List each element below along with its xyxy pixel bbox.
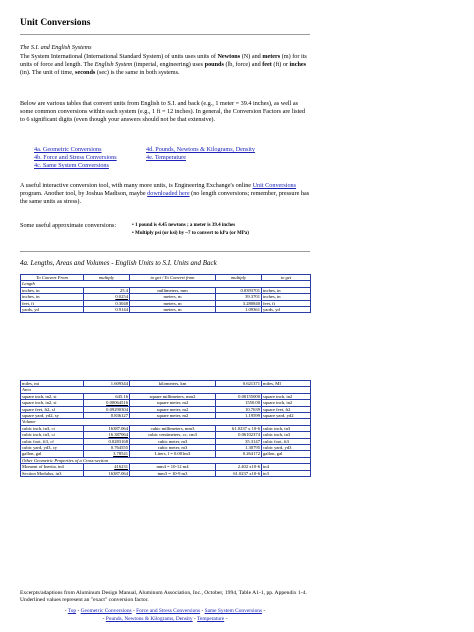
table-cell: square meter, m2 (130, 413, 216, 419)
section-divider (20, 251, 310, 252)
intro-text: (lb, force) and (223, 61, 263, 68)
table-cell: 0.0393701 (216, 287, 262, 293)
download-link[interactable]: downloaded here (147, 190, 190, 197)
header-cell: to get (262, 275, 311, 281)
table-cell: 0.9144 (84, 307, 130, 313)
table-cell: 3.280840 (216, 300, 262, 306)
approx-item: • Multiply psi (or ksi) by ~7 to convert to kPa (or MPa) (132, 230, 249, 238)
intro-english-system: English System (94, 61, 133, 68)
table-cell: cubic yard, yd3, cy (21, 445, 84, 451)
nav-top-link[interactable]: Top (67, 608, 77, 614)
table-cell: yards, yd (262, 307, 311, 313)
table-cell: square millimeters, mm2 (130, 393, 216, 399)
intro-text: (sec) is the same in both systems. (95, 69, 180, 76)
intro-newtons: Newtons (217, 53, 241, 60)
table-cell: 0.836127 (84, 413, 130, 419)
table-cell: 645.16 (84, 393, 130, 399)
section-label: Area (21, 387, 311, 393)
table-cell: in3 (262, 470, 311, 476)
header-cell: multiply (84, 275, 130, 281)
table-cell: 25.4 (84, 287, 130, 293)
table-row (21, 470, 311, 476)
table-cell: 0.00155000 (216, 393, 262, 399)
table-cell: 0.264172 (216, 451, 262, 457)
table-cell: cubic foot, ft3 (262, 438, 311, 444)
approx-item: • 1 pound is 4.45 newtons ; a meter is 39.4 inches (132, 222, 249, 230)
table-cell: 0.764555 (84, 445, 130, 451)
table-cell: 61.0237 x10-6 (216, 470, 262, 476)
table-cell: gallon, gal (262, 451, 311, 457)
table-cell: square inch, in2 (262, 400, 311, 406)
toc-link-4a[interactable]: 4a. Geometric Conversions (34, 146, 102, 153)
table-cell: inches, in (21, 287, 84, 293)
tools-text: program. Another tool, by Joshua Madison, maybe (20, 190, 148, 197)
header-cell: multiply (216, 275, 262, 281)
table-cell: cubic centimeters, cc, cm3 (130, 432, 216, 438)
table-cell: 1.609344 (84, 381, 130, 387)
intro-seconds: seconds (75, 69, 96, 76)
conversion-table-top (20, 274, 311, 313)
intro-paragraph (20, 53, 310, 77)
footnote: Excerpts/adaptions from Aluminum Design Manual, Aluminum Association, Inc., October, 1994, Table A1-1, pp. Appendix 1-4. Underlined values represent an "exact" conversion factor. (20, 590, 307, 603)
table-cell: gallon, gal (21, 451, 84, 457)
section-label: Other Geometric Properties of a Cross-section (21, 457, 311, 463)
nav-temperature-link[interactable]: Temperature (197, 616, 225, 622)
bottom-nav-2: - Pounds, Newtons & Kilograms, Density - Temperature - (102, 616, 228, 622)
table-cell: miles, mi (21, 381, 84, 387)
table-cell: cubic meter, m3 (130, 445, 216, 451)
table-cell: 3.78541 (84, 451, 130, 457)
table-cell: square inch, in2 (262, 393, 311, 399)
toc-link-4c[interactable]: 4c. Same System Conversions (34, 162, 109, 169)
intro-text: (N) and (240, 53, 263, 60)
table-cell: 16387.064 (84, 425, 130, 431)
table-cell: cubic inch, in3, ci (21, 432, 84, 438)
table-cell: cubic millimeters, mm3 (130, 425, 216, 431)
table-cell: cubic inch, in3, ci (21, 425, 84, 431)
table-cell: square yard, yd2 (262, 413, 311, 419)
intro-text: (ft) or (271, 61, 290, 68)
table-row (21, 307, 311, 313)
table-cell: mm4 = 10-12 m4 (130, 464, 216, 470)
table-cell: 0.00064516 (84, 400, 130, 406)
table-cell: square yard, yd2, sy (21, 413, 84, 419)
table-cell: 0.0254 (84, 294, 130, 300)
table-cell: 1550.00 (216, 400, 262, 406)
table-cell: square inch, in2, si (21, 393, 84, 399)
intro-inches: inches (289, 61, 307, 68)
intro-text: (in). The unit of time, (20, 69, 76, 76)
page-title: Unit Conversions (20, 18, 91, 28)
table-cell: 35.3147 (216, 438, 262, 444)
table-cell: 0.621371 (216, 381, 262, 387)
unit-conversions-link[interactable]: Unit Conversions (252, 182, 297, 189)
table-cell: yards, yd (21, 307, 84, 313)
approx-label: Some useful approximate conversions: (20, 222, 117, 229)
table-cell: in4 (262, 464, 311, 470)
toc-link-4d[interactable]: 4d. Pounds, Newtons & Kilograms, Density (146, 146, 255, 153)
table-cell: cubic foot, ft3, cf (21, 438, 84, 444)
table-cell: feet, ft (262, 300, 311, 306)
table-cell: 0.0283168 (84, 438, 130, 444)
intro-text: The System International (International Standard System) of units uses units of (20, 53, 218, 60)
table-cell: meters, m (130, 307, 216, 313)
table-cell: cubic yard, yd3 (262, 445, 311, 451)
tools-paragraph (20, 182, 310, 206)
table-cell: 16.387064 (84, 432, 130, 438)
table-cell: 61.0237 x 10-6 (216, 425, 262, 431)
table-cell: inches, in (21, 294, 84, 300)
title-divider (20, 34, 310, 35)
table-cell: meters, m (130, 300, 216, 306)
table-cell: 416231 (84, 464, 130, 470)
table-cell: millimeters, mm (130, 287, 216, 293)
nav-pounds-link[interactable]: Pounds, Newtons & Kilograms, Density (105, 616, 193, 622)
intro-feet: feet (262, 61, 272, 68)
intro-heading: The S.I. and English Systems (20, 44, 92, 51)
table-cell: miles, MI (262, 381, 311, 387)
table-cell: feet, ft (21, 300, 84, 306)
table-cell: kilometers, km (130, 381, 216, 387)
table-cell: meters, m (130, 294, 216, 300)
table-cell: square feet, ft2 (262, 406, 311, 412)
bottom-nav: - Top - Geometric Conversions - Force and Stress Conversions - Same System Conversions - (64, 608, 266, 614)
table-cell: square feet, ft2, sf (21, 406, 84, 412)
intro-text: (m) for its units of force and length. The (20, 53, 307, 68)
section-label: Volume (21, 419, 311, 425)
table-cell: inches, in (262, 294, 311, 300)
tools-text: (no length conversions; remember, pressure has the same units as stress). (20, 190, 310, 205)
table-cell: Liters, l = 0.001m3 (130, 451, 216, 457)
nav-force-link[interactable]: Force and Stress Conversions (136, 608, 201, 614)
header-cell: To Convert From (21, 275, 84, 281)
table-cell: 0.09290304 (84, 406, 130, 412)
tables-paragraph: Below are various tables that convert units from English to S.I. and back (e.g., 1 meter = 39.4 inches), as well as some common conversions within each system (e.g., 1 ft = 12 inches). In general, the Conversion Factors are listed to 6 significant digits (even though your answers should not be that extensive). (20, 100, 306, 123)
table-cell: 1.30795 (216, 445, 262, 451)
toc-link-4b[interactable]: 4b. Force and Stress Conversions (34, 154, 117, 161)
table-cell: cubic inch, in3 (262, 425, 311, 431)
section-label: Length (21, 281, 311, 287)
table-cell: inches, in (262, 287, 311, 293)
tools-text: A useful interactive conversion tool, with many more units, is Engineering Exchange's online (20, 182, 253, 189)
table-cell: 39.3701 (216, 294, 262, 300)
nav-geometric-link[interactable]: Geometric Conversions (80, 608, 132, 614)
table-cell: 2.402 x10-6 (216, 464, 262, 470)
nav-same-system-link[interactable]: Same System Conversions (204, 608, 263, 614)
table-cell: Section Modulus, in3 (21, 470, 84, 476)
toc-link-4e[interactable]: 4e. Temperature (146, 154, 186, 161)
header-cell: to get / To Convert from (130, 275, 216, 281)
table-cell: 1.09361 (216, 307, 262, 313)
table-cell: Moment of Inertia, in4 (21, 464, 84, 470)
table-cell: 16387.064 (84, 470, 130, 476)
table-cell: 1.19599 (216, 413, 262, 419)
table-cell: 10.7639 (216, 406, 262, 412)
table-cell: 0.3048 (84, 300, 130, 306)
table-cell: square meter, m2 (130, 406, 216, 412)
intro-text: (imperial, engineering) uses (132, 61, 205, 68)
table-cell: cubic inch, in3 (262, 432, 311, 438)
conversion-table-bottom (20, 380, 311, 477)
table-cell: square inch, in2, si (21, 400, 84, 406)
table-cell: mm3 = 10-9 m3 (130, 470, 216, 476)
table-cell: 0.06102374 (216, 432, 262, 438)
intro-meters: meters (262, 53, 281, 60)
table-cell: square meter, m2 (130, 400, 216, 406)
table-cell: cubic meter, m3 (130, 438, 216, 444)
intro-pounds: pounds (204, 61, 224, 68)
table-heading: 4a. Lengths, Areas and Volumes - English Units to S.I. Units and Back (20, 259, 217, 267)
approx-list (132, 222, 249, 238)
